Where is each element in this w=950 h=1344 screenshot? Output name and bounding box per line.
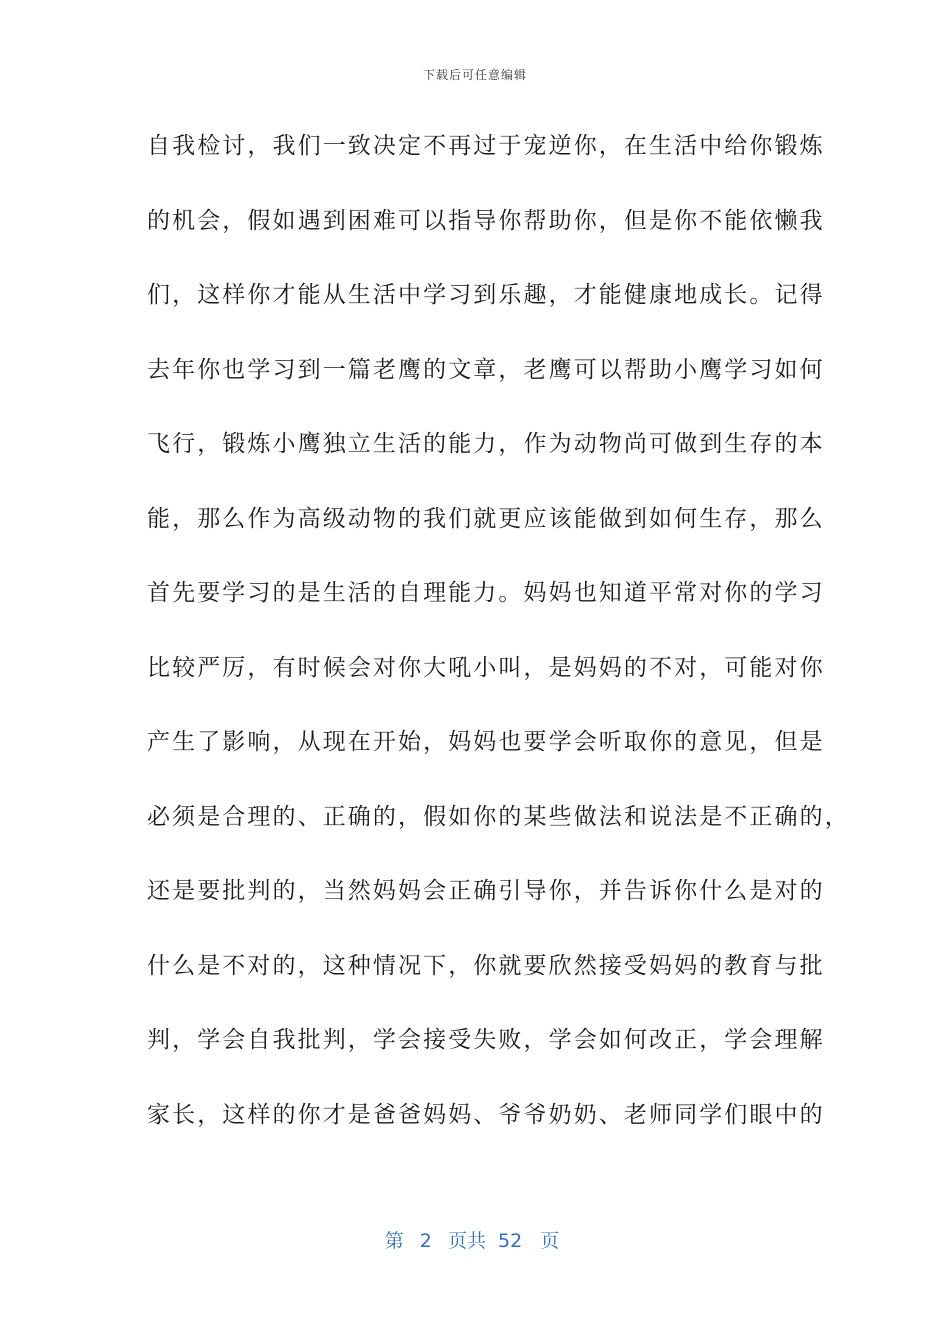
page-footer-middle: 页共: [447, 1230, 486, 1252]
text-line: 什么是不对的，这种情况下，你就要欣然接受妈妈的教育与批: [147, 952, 825, 979]
text-line: 判，学会自我批判，学会接受失败，学会如何改正，学会理解: [147, 1027, 825, 1053]
text-line: 首先要学习的是生活的自理能力。妈妈也知道平常对你的学习: [147, 580, 825, 606]
text-line: 们，这样你才能从生活中学习到乐趣，才能健康地成长。记得: [147, 282, 825, 308]
text-line: 产生了影响，从现在开始，妈妈也要学会听取你的意见，但是: [147, 729, 825, 755]
page-footer-prefix: 第: [384, 1230, 404, 1252]
text-line: 的机会，假如遇到困难可以指导你帮助你，但是你不能依懒我: [147, 207, 825, 234]
text-line: 家长，这样的你才是爸爸妈妈、爷爷奶奶、老师同学们眼中的: [147, 1101, 825, 1128]
text-line: 必须是合理的、正确的，假如你的某些做法和说法是不正确的，: [147, 803, 850, 830]
text-line: 还是要批判的，当然妈妈会正确引导你，并告诉你什么是对的: [147, 878, 825, 904]
page-number-footer: [0, 1226, 950, 1253]
text-line: 自我检讨，我们一致决定不再过于宠逆你，在生活中给你锻炼: [147, 133, 825, 159]
page-footer-suffix: 页: [540, 1230, 560, 1252]
current-page-number: 2: [419, 1230, 432, 1252]
page-header-note: 下载后可任意编辑: [422, 68, 527, 82]
text-line: 去年你也学习到一篇老鹰的文章，老鹰可以帮助小鹰学习如何: [147, 356, 825, 383]
document-body: [147, 122, 850, 1165]
total-page-count: 52: [498, 1230, 523, 1252]
text-line: 飞行，锻炼小鹰独立生活的能力，作为动物尚可做到生存的本: [147, 431, 825, 457]
text-line: 能，那么作为高级动物的我们就更应该能做到如何生存，那么: [147, 505, 825, 532]
text-line: 比较严厉，有时候会对你大吼小叫，是妈妈的不对，可能对你: [147, 654, 825, 681]
